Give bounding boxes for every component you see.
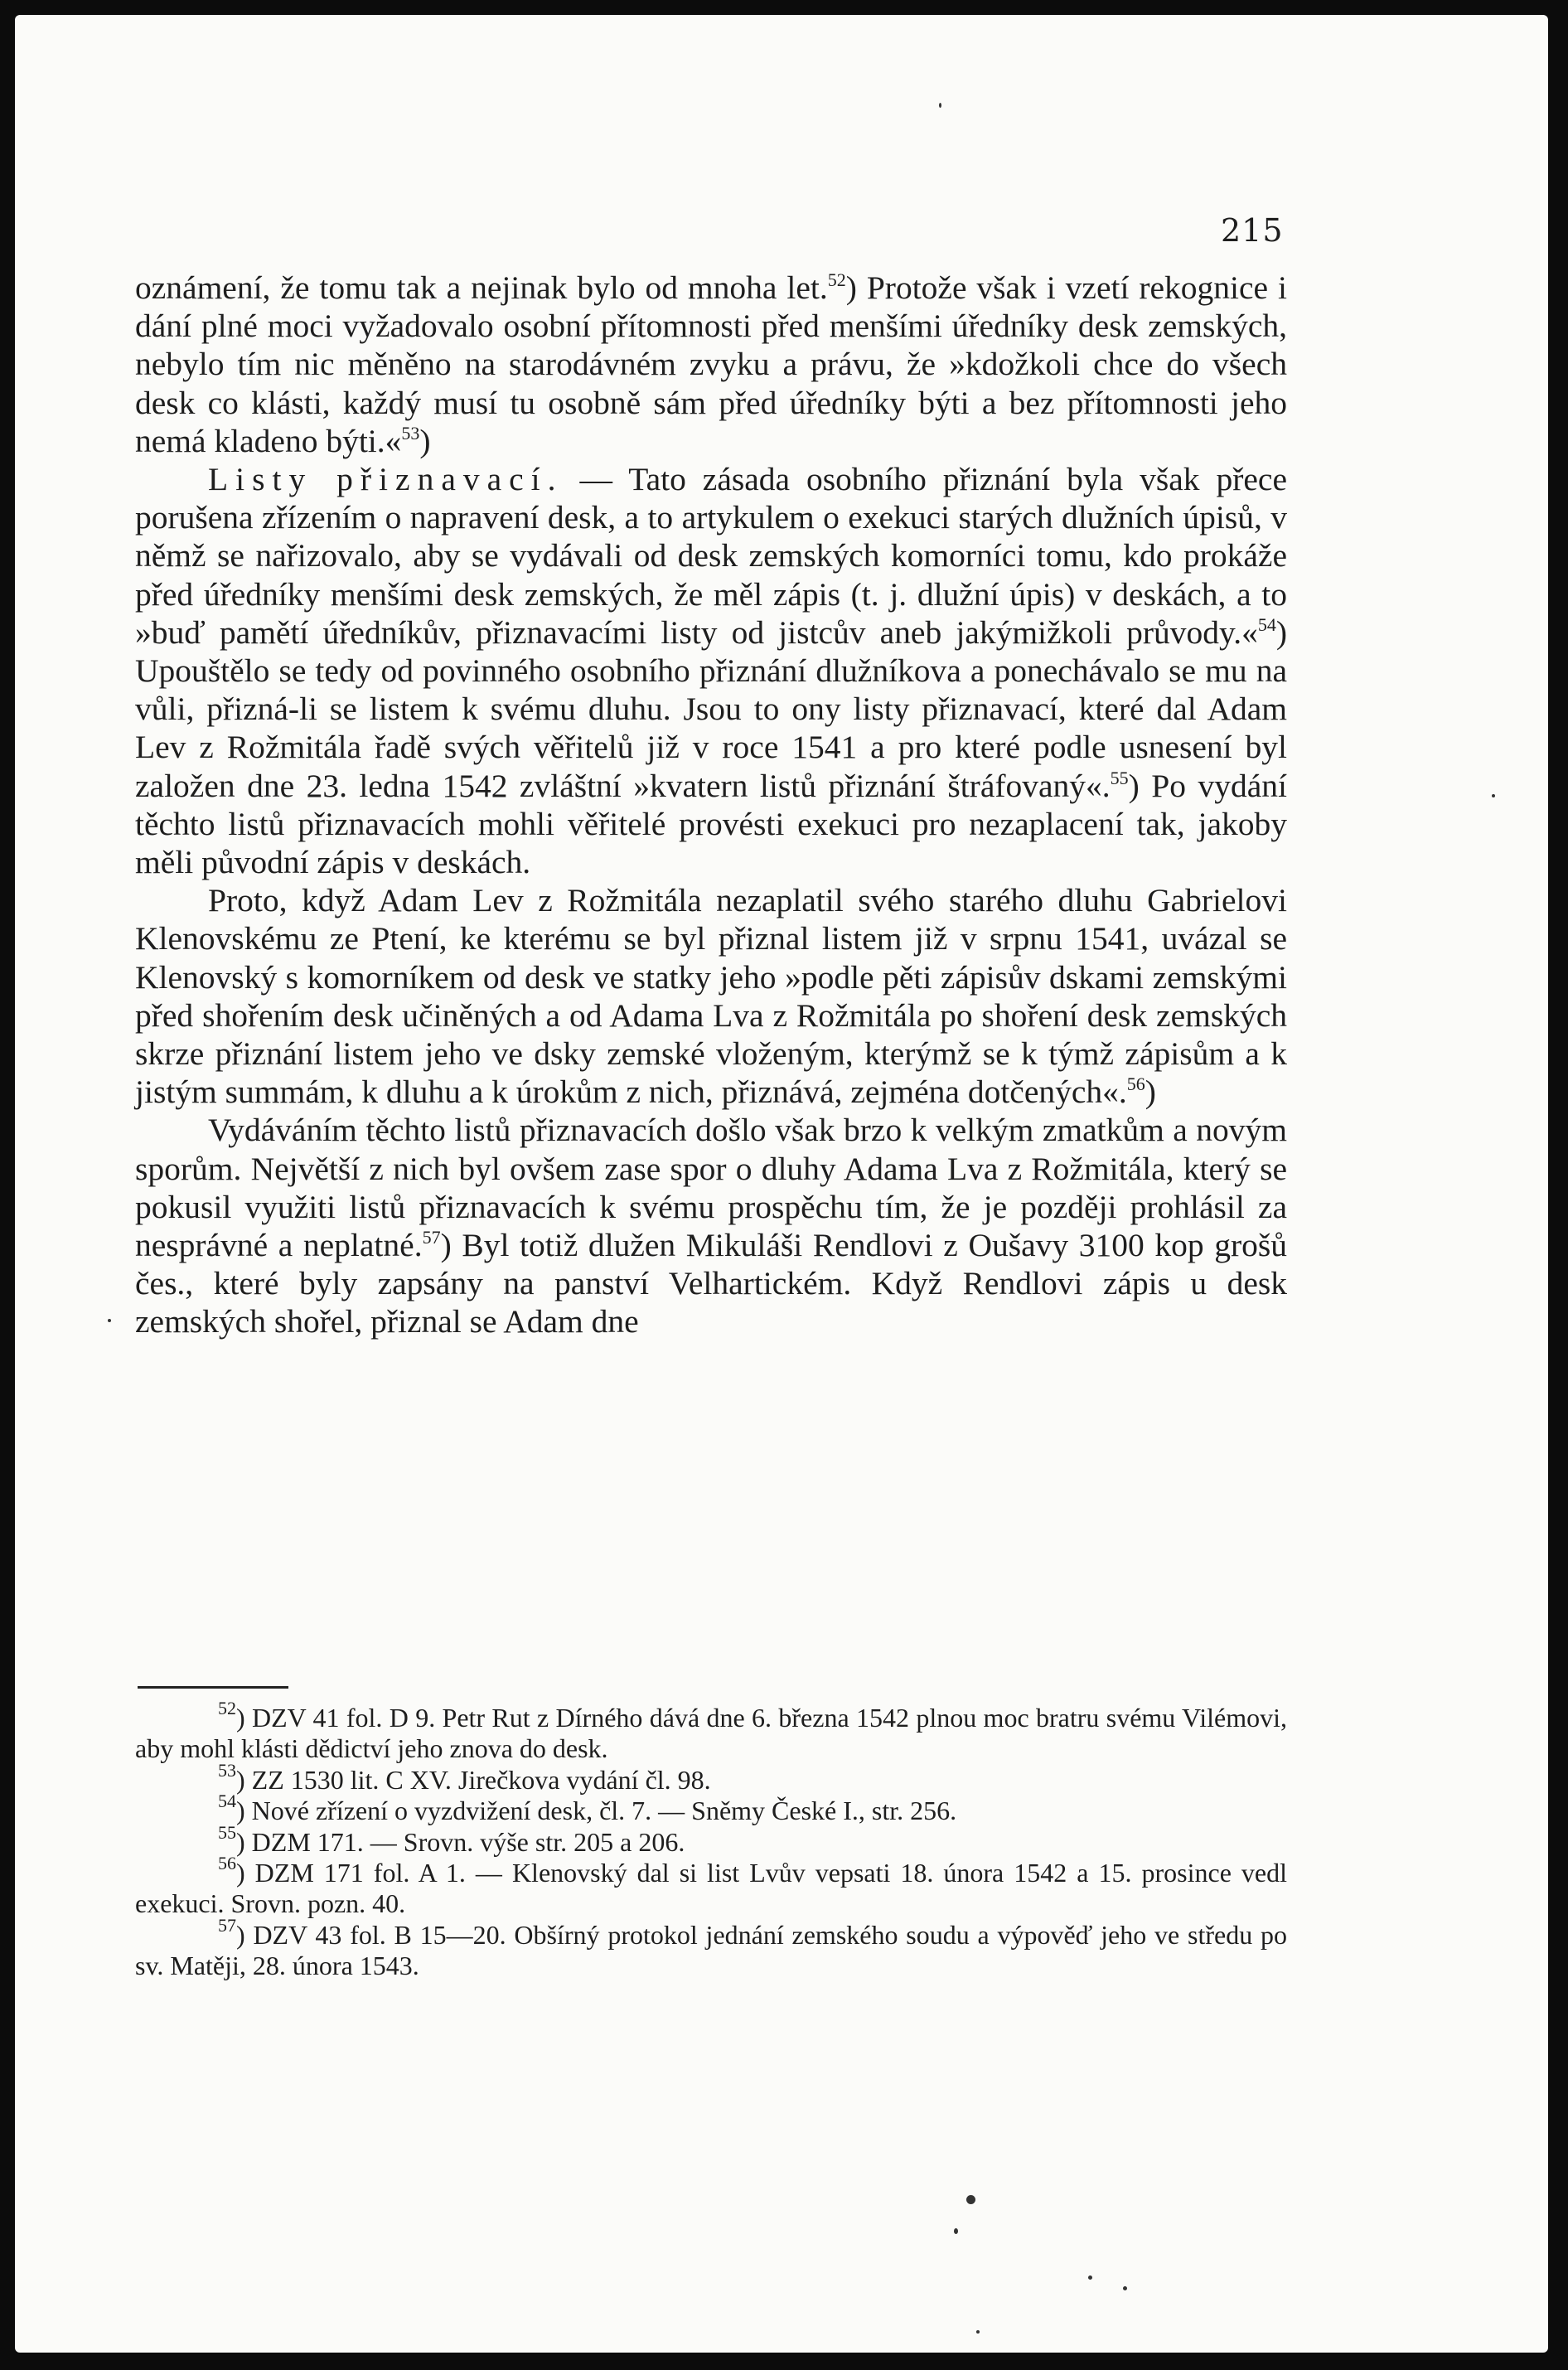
footnote-ref-55[interactable]: 55 [1110,767,1129,788]
footnote-54: $^{54}$) Nové zřízení o vyzdvižení desk, čl. 7. — Sněmy České I., str. 256. [218,1791,957,1826]
section-lead: Listy přiznavací. [208,461,564,498]
scan-speck [1088,2275,1092,2280]
footnote-ref-52[interactable]: 52 [827,269,846,290]
footnote-53: $^{53}$) ZZ 1530 lit. C XV. Jirečkova vydání čl. 98. [218,1759,711,1795]
paragraph-1: oznámení, že tomu tak a nejinak bylo od mnoha let.$^{52}$) Protože však i vzetí rekognice i dání plné moci vyžadovalo osobní přítomnosti před menšími úředníky desk zemských, nebylo tím nic měněno na starodávném zvyku a právu, že »kdožkoli chce do všech desk co klásti, každý musí tu osobně sám před úředníky býti a bez přítomnosti jeho nemá kladeno býti.«$^{53}$) [135,269,1287,459]
footnote-ref-56[interactable]: 56 [1126,1074,1145,1095]
scan-speck [939,103,941,108]
scan-speck [108,1319,111,1322]
page-number: 215 [1221,212,1284,249]
body-text [135,269,1287,1341]
scan-speck [1123,2286,1127,2290]
footnote-57: $^{57}$) DZV 43 fol. B 15—20. Obšírný protokol jednání zemského soudu a výpověď jeho ve středu po sv. Matěji, 28. února 1543. [135,1914,1287,1981]
scan-speck [954,2228,958,2234]
footnote-56: $^{56}$) DZM 171 fol. A 1. — Klenovský dal si list Lvův vepsati 18. února 1542 a 15. prosince vedl exekuci. Srovn. pozn. 40. [135,1853,1287,1919]
footnote-ref-53[interactable]: 53 [401,422,420,443]
paragraph-3: Proto, když Adam Lev z Rožmitála nezaplatil svého starého dluhu Gabrielovi Klenovskému ze Ptení, ke kterému se byl přiznal listem již v srpnu 1541, uvázal se Klenovský s komorníkem od desk ve statky jeho »podle pěti zápisův dskami zemskými před shořením desk učiněných a od Adama Lva z Rožmitála po shoření desk zemských skrze přiznání listem jeho ve dsky zemské vloženým, kterýmž se k týmž zápisům a k jistým summám, k dluhu a k úrokům z nich, přiznává, zejména dotčených«.$^{56}$) [135,882,1287,1111]
scan-speck [966,2195,975,2204]
book-page [15,15,1548,2353]
footnotes [135,1698,1287,1982]
paragraph-2: Listy přiznavací. — Tato zásada osobního přiznání byla však přece porušena zřízením o napravení desk, a to artykulem o exekuci starých dlužních úpisů, v němž se nařizovalo, aby se vydávali od desk zemských komorníci tomu, kdo prokáže před úředníky menšími desk zemských, že měl zápis (t. j. dlužní úpis) v deskách, a to »buď pamětí úředníkův, přiznavacími listy od jistcův aneb jakýmižkoli průvody.«$^{54}$) Upouštělo se tedy od povinného osobního přiznání dlužníkova a ponechávalo se mu na vůli, přizná-li se listem k svému dluhu. Jsou to ony listy přiznavací, které dal Adam Lev z Rožmitála řadě svých věřitelů již v roce 1541 a pro které podle usnesení byl založen dne 23. ledna 1542 zvláštní »kvatern listů přiznání štráfovaný«.$^{55}$) Po vydání těchto listů přiznavacích mohli věřitelé provésti exekuci pro nezaplacení tak, jakoby měli původní zápis v deskách. [135,461,1287,881]
footnote-divider [138,1686,288,1689]
footnote-ref-57[interactable]: 57 [422,1227,441,1248]
scan-speck [976,2330,980,2334]
footnote-ref-54[interactable]: 54 [1257,613,1276,635]
scan-speck [1492,794,1495,797]
footnote-55: $^{55}$) DZM 171. — Srovn. výše str. 205 a 206. [218,1821,685,1857]
footnote-52: $^{52}$) DZV 41 fol. D 9. Petr Rut z Dírného dává dne 6. března 1542 plnou moc bratru svému Vilémovi, aby mohl klásti dědictví jeho znova do desk. [135,1698,1287,1764]
paragraph-4: Vydáváním těchto listů přiznavacích došlo však brzo k velkým zmatkům a novým sporům. Největší z nich byl ovšem zase spor o dluhy Adama Lva z Rožmitála, který se pokusil využiti listů přiznavacích k svému prospěchu tím, že je později prohlásil za nesprávné a neplatné.$^{57}$) Byl totiž dlužen Mikuláši Rendlovi z Oušavy 3100 kop grošů čes., které byly zapsány na panství Velhartickém. Když Rendlovi zápis u desk zemských shořel, přiznal se Adam dne [135,1112,1288,1340]
